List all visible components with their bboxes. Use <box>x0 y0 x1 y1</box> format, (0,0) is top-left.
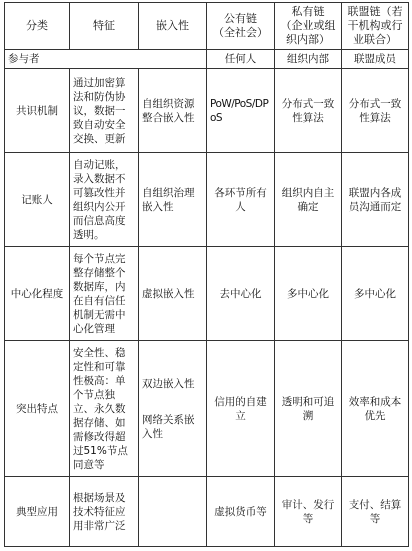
participants-label: 参与者 <box>5 50 207 69</box>
table-row <box>5 477 409 547</box>
row-public: 虚拟货币等 <box>207 477 275 547</box>
row-embeddedness <box>139 341 207 477</box>
row-public: 去中心化 <box>207 247 275 341</box>
row-feature: 自动记账，录入数据不可篡改性并组织内公开而信息高度透明。 <box>70 153 139 247</box>
header-consortium-chain: 联盟链（若干机构或行业联合） <box>342 3 409 50</box>
header-private-chain <box>275 3 342 50</box>
row-category: 典型应用 <box>5 477 70 547</box>
header-embeddedness: 嵌入性 <box>139 3 207 50</box>
row-feature: 安全性、稳定性和可靠性极高：单个节点独立、永久数据存储、如需修改得超过51%节点同意等 <box>70 341 139 477</box>
row-feature: 每个节点完整存储整个数据库，内在自有信任机制无需中心化管理 <box>70 247 139 341</box>
table-header-row <box>5 3 409 50</box>
row-feature: 通过加密算法和防伪协议，数据一致自动安全交换、更新 <box>70 69 139 153</box>
row-embeddedness-primary: 双边嵌入性 <box>142 377 195 390</box>
row-consortium: 联盟内各成员沟通而定 <box>342 153 409 247</box>
row-private: 审计、发行等 <box>275 477 342 547</box>
row-embeddedness <box>139 477 207 547</box>
table-row <box>5 153 409 247</box>
row-private: 透明和可追溯 <box>275 341 342 477</box>
row-consortium: 多中心化 <box>342 247 409 341</box>
participants-row <box>5 50 409 69</box>
row-embeddedness: 自组织资源整合嵌入性 <box>139 69 207 153</box>
header-feature: 特征 <box>70 3 139 50</box>
row-category: 记账人 <box>5 153 70 247</box>
participants-consortium: 联盟成员 <box>342 50 409 69</box>
row-consortium: 分布式一致性算法 <box>342 69 409 153</box>
participants-public: 任何人 <box>207 50 275 69</box>
row-category: 共识机制 <box>5 69 70 153</box>
row-public: 各环节所有人 <box>207 153 275 247</box>
header-private-chain-note: （企业或组织内部） <box>280 19 336 46</box>
row-feature: 根据场景及技术特征应用非常广泛 <box>70 477 139 547</box>
header-public-chain-note: （全社会） <box>213 26 268 39</box>
row-consortium: 效率和成本优先 <box>342 341 409 477</box>
row-public: 信用的自建立 <box>207 341 275 477</box>
table-row <box>5 341 409 477</box>
row-embeddedness: 虚拟嵌入性 <box>139 247 207 341</box>
blockchain-comparison-table <box>4 2 409 547</box>
table-row <box>5 247 409 341</box>
header-public-chain-title: 公有链 <box>224 12 257 25</box>
row-consortium: 支付、结算等 <box>342 477 409 547</box>
row-embeddedness-secondary: 网络关系嵌入性 <box>142 413 195 440</box>
row-category: 中心化程度 <box>5 247 70 341</box>
row-embeddedness: 自组织治理嵌入性 <box>139 153 207 247</box>
row-private: 组织内自主确定 <box>275 153 342 247</box>
header-public-chain <box>207 3 275 50</box>
row-category: 突出特点 <box>5 341 70 477</box>
participants-private: 组织内部 <box>275 50 342 69</box>
table-row <box>5 69 409 153</box>
row-private: 分布式一致性算法 <box>275 69 342 153</box>
header-category: 分类 <box>5 3 70 50</box>
header-private-chain-title: 私有链 <box>291 5 325 18</box>
row-private: 多中心化 <box>275 247 342 341</box>
row-public: PoW/PoS/DPoS <box>207 69 275 153</box>
